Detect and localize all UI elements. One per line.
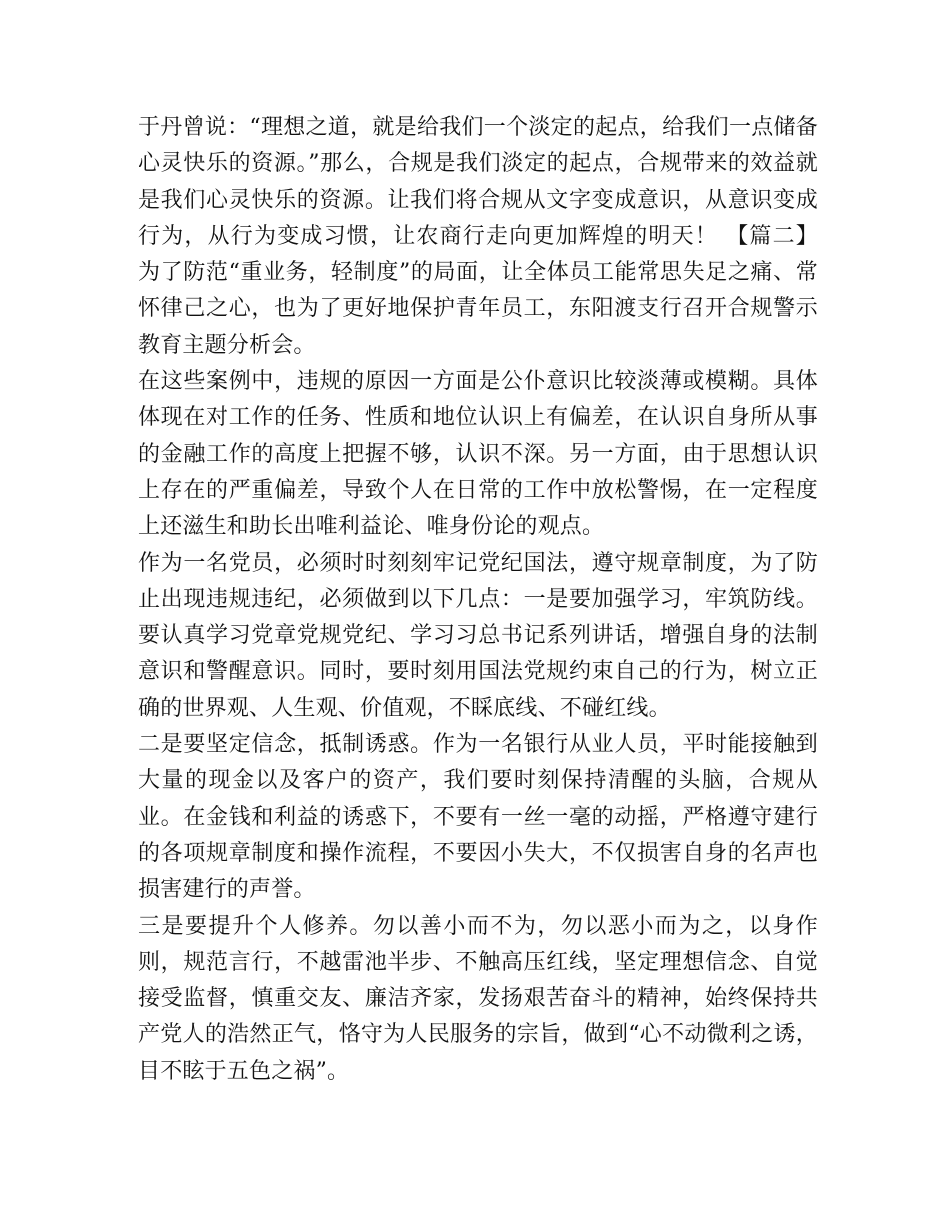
paragraph-4: 二是要坚定信念，抵制诱惑。作为一名银行从业人员，平时能接触到大量的现金以及客户的资产，我们要时刻保持清醒的头脑，合规从业。在金钱和利益的诱惑下，不要有一丝一毫的动摇，严格遵守建行的各项规章制度和操作流程，不要因小失大，不仅损害自身的名声也损害建行的声誉。	[138, 732, 818, 903]
paragraph-5: 三是要提升个人修养。勿以善小而不为，勿以恶小而为之，以身作则，规范言行，不越雷池半步、不触高压红线，坚定理想信念、自觉接受监督，慎重交友、廉洁齐家，发扬艰苦奋斗的精神，始终保持共产党人的浩然正气，恪守为人民服务的宗旨，做到“心不动微利之诱，目不眩于五色之祸”。	[138, 913, 818, 1084]
paragraph-2: 在这些案例中，违规的原因一方面是公仆意识比较淡薄或模糊。具体体现在对工作的任务、性质和地位认识上有偏差，在认识自身所从事的金融工作的高度上把握不够，认识不深。另一方面，由于思想认识上存在的严重偏差，导致个人在日常的工作中放松警惕，在一定程度上还滋生和助长出唯利益论、唯身份论的观点。	[138, 369, 818, 540]
document-body	[138, 110, 818, 1090]
paragraph-3: 作为一名党员，必须时时刻刻牢记党纪国法，遵守规章制度，为了防止出现违规违纪，必须做到以下几点：一是要加强学习，牢筑防线。要认真学习党章党规党纪、学习习总书记系列讲话，增强自身的法制意识和警醒意识。同时，要时刻用国法党规约束自己的行为，树立正确的世界观、人生观、价值观，不睬底线、不碰红线。	[138, 550, 818, 721]
paragraph-1: 于丹曾说：“理想之道，就是给我们一个淡定的起点，给我们一点储备心灵快乐的资源。”那么，合规是我们淡定的起点，合规带来的效益就是我们心灵快乐的资源。让我们将合规从文字变成意识，从意识变成行为，从行为变成习惯，让农商行走向更加辉煌的明天！ 【篇二】 为了防范“重业务，轻制度”的局面，让全体员工能常思失足之痛、常怀律己之心，也为了更好地保护青年员工，东阳渡支行召开合规警示教育主题分析会。	[138, 115, 818, 358]
